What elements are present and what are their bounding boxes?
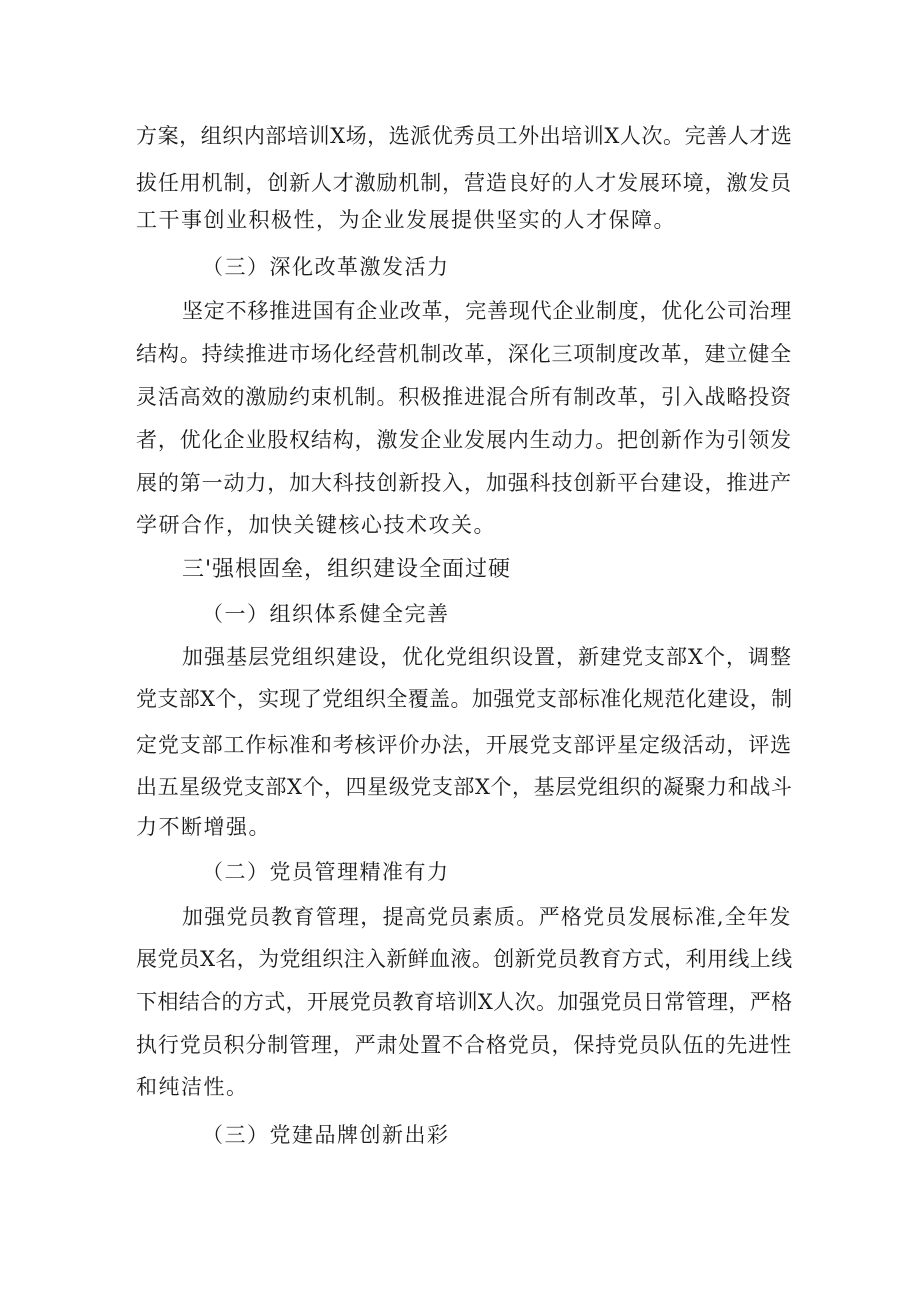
paragraph-line: 工干事创业积极性，为企业发展提供坚实的人才保障。	[136, 208, 676, 232]
subheading-members: （二）党员管理精准有力	[202, 860, 450, 884]
section-heading: 三'强根固垒，组织建设全面过硬	[182, 557, 512, 582]
paragraph-line: 党支部X个，实现了党组织全覆盖。加强党支部标准化规范化建设，制	[136, 687, 793, 711]
paragraph-line: 定党支部工作标准和考核评价办法，开展党支部评星定级活动，评选	[136, 733, 792, 757]
paragraph-line: 加强党员教育管理，提高党员素质。严格党员发展标准,全年发	[182, 905, 792, 929]
paragraph-line: 出五星级党支部X个，四星级党支部X个，基层党组织的凝聚力和战斗	[136, 775, 793, 799]
paragraph-line: 执行党员积分制管理，严肃处置不合格党员，保持党员队伍的先进性	[136, 1033, 792, 1057]
subheading-organization: （一）组织体系健全完善	[202, 602, 450, 626]
paragraph-line: 展党员X名，为党组织注入新鲜血液。创新党员教育方式，利用线上线	[136, 947, 793, 971]
paragraph-line: 者，优化企业股权结构，激发企业发展内生动力。把创新作为引领发	[136, 428, 792, 452]
paragraph-line: 展的第一动力，加大科技创新投入，加强科技创新平台建设，推进产	[136, 471, 792, 495]
paragraph-line: 学研合作，加快关键核心技术攻关。	[136, 513, 496, 537]
paragraph-line: 下相结合的方式，开展党员教育培训X人次。加强党员日常管理，严格	[136, 990, 793, 1014]
paragraph-line: 力不断增强。	[136, 815, 271, 839]
paragraph-line: 坚定不移推进国有企业改革，完善现代企业制度，优化公司治理	[182, 299, 792, 323]
paragraph-line: 拔任用机制，创新人才激励机制，营造良好的人才发展环境，激发员	[136, 171, 792, 195]
paragraph-line: 灵活高效的激励约束机制。积极推进混合所有制改革，引入战略投资	[136, 385, 792, 409]
paragraph-line: 结构。持续推进市场化经营机制改革，深化三项制度改革，建立健全	[136, 342, 792, 366]
subheading-brand: （三）党建品牌创新出彩	[202, 1123, 450, 1147]
paragraph-line: 加强基层党组织建设，优化党组织设置，新建党支部X个，调整	[182, 645, 792, 669]
subheading-reform: （三）深化改革激发活力	[202, 255, 450, 279]
paragraph-line: 方案，组织内部培训X场，选派优秀员工外出培训X人次。完善人才选	[136, 124, 793, 148]
paragraph-line: 和纯洁性。	[136, 1075, 249, 1099]
